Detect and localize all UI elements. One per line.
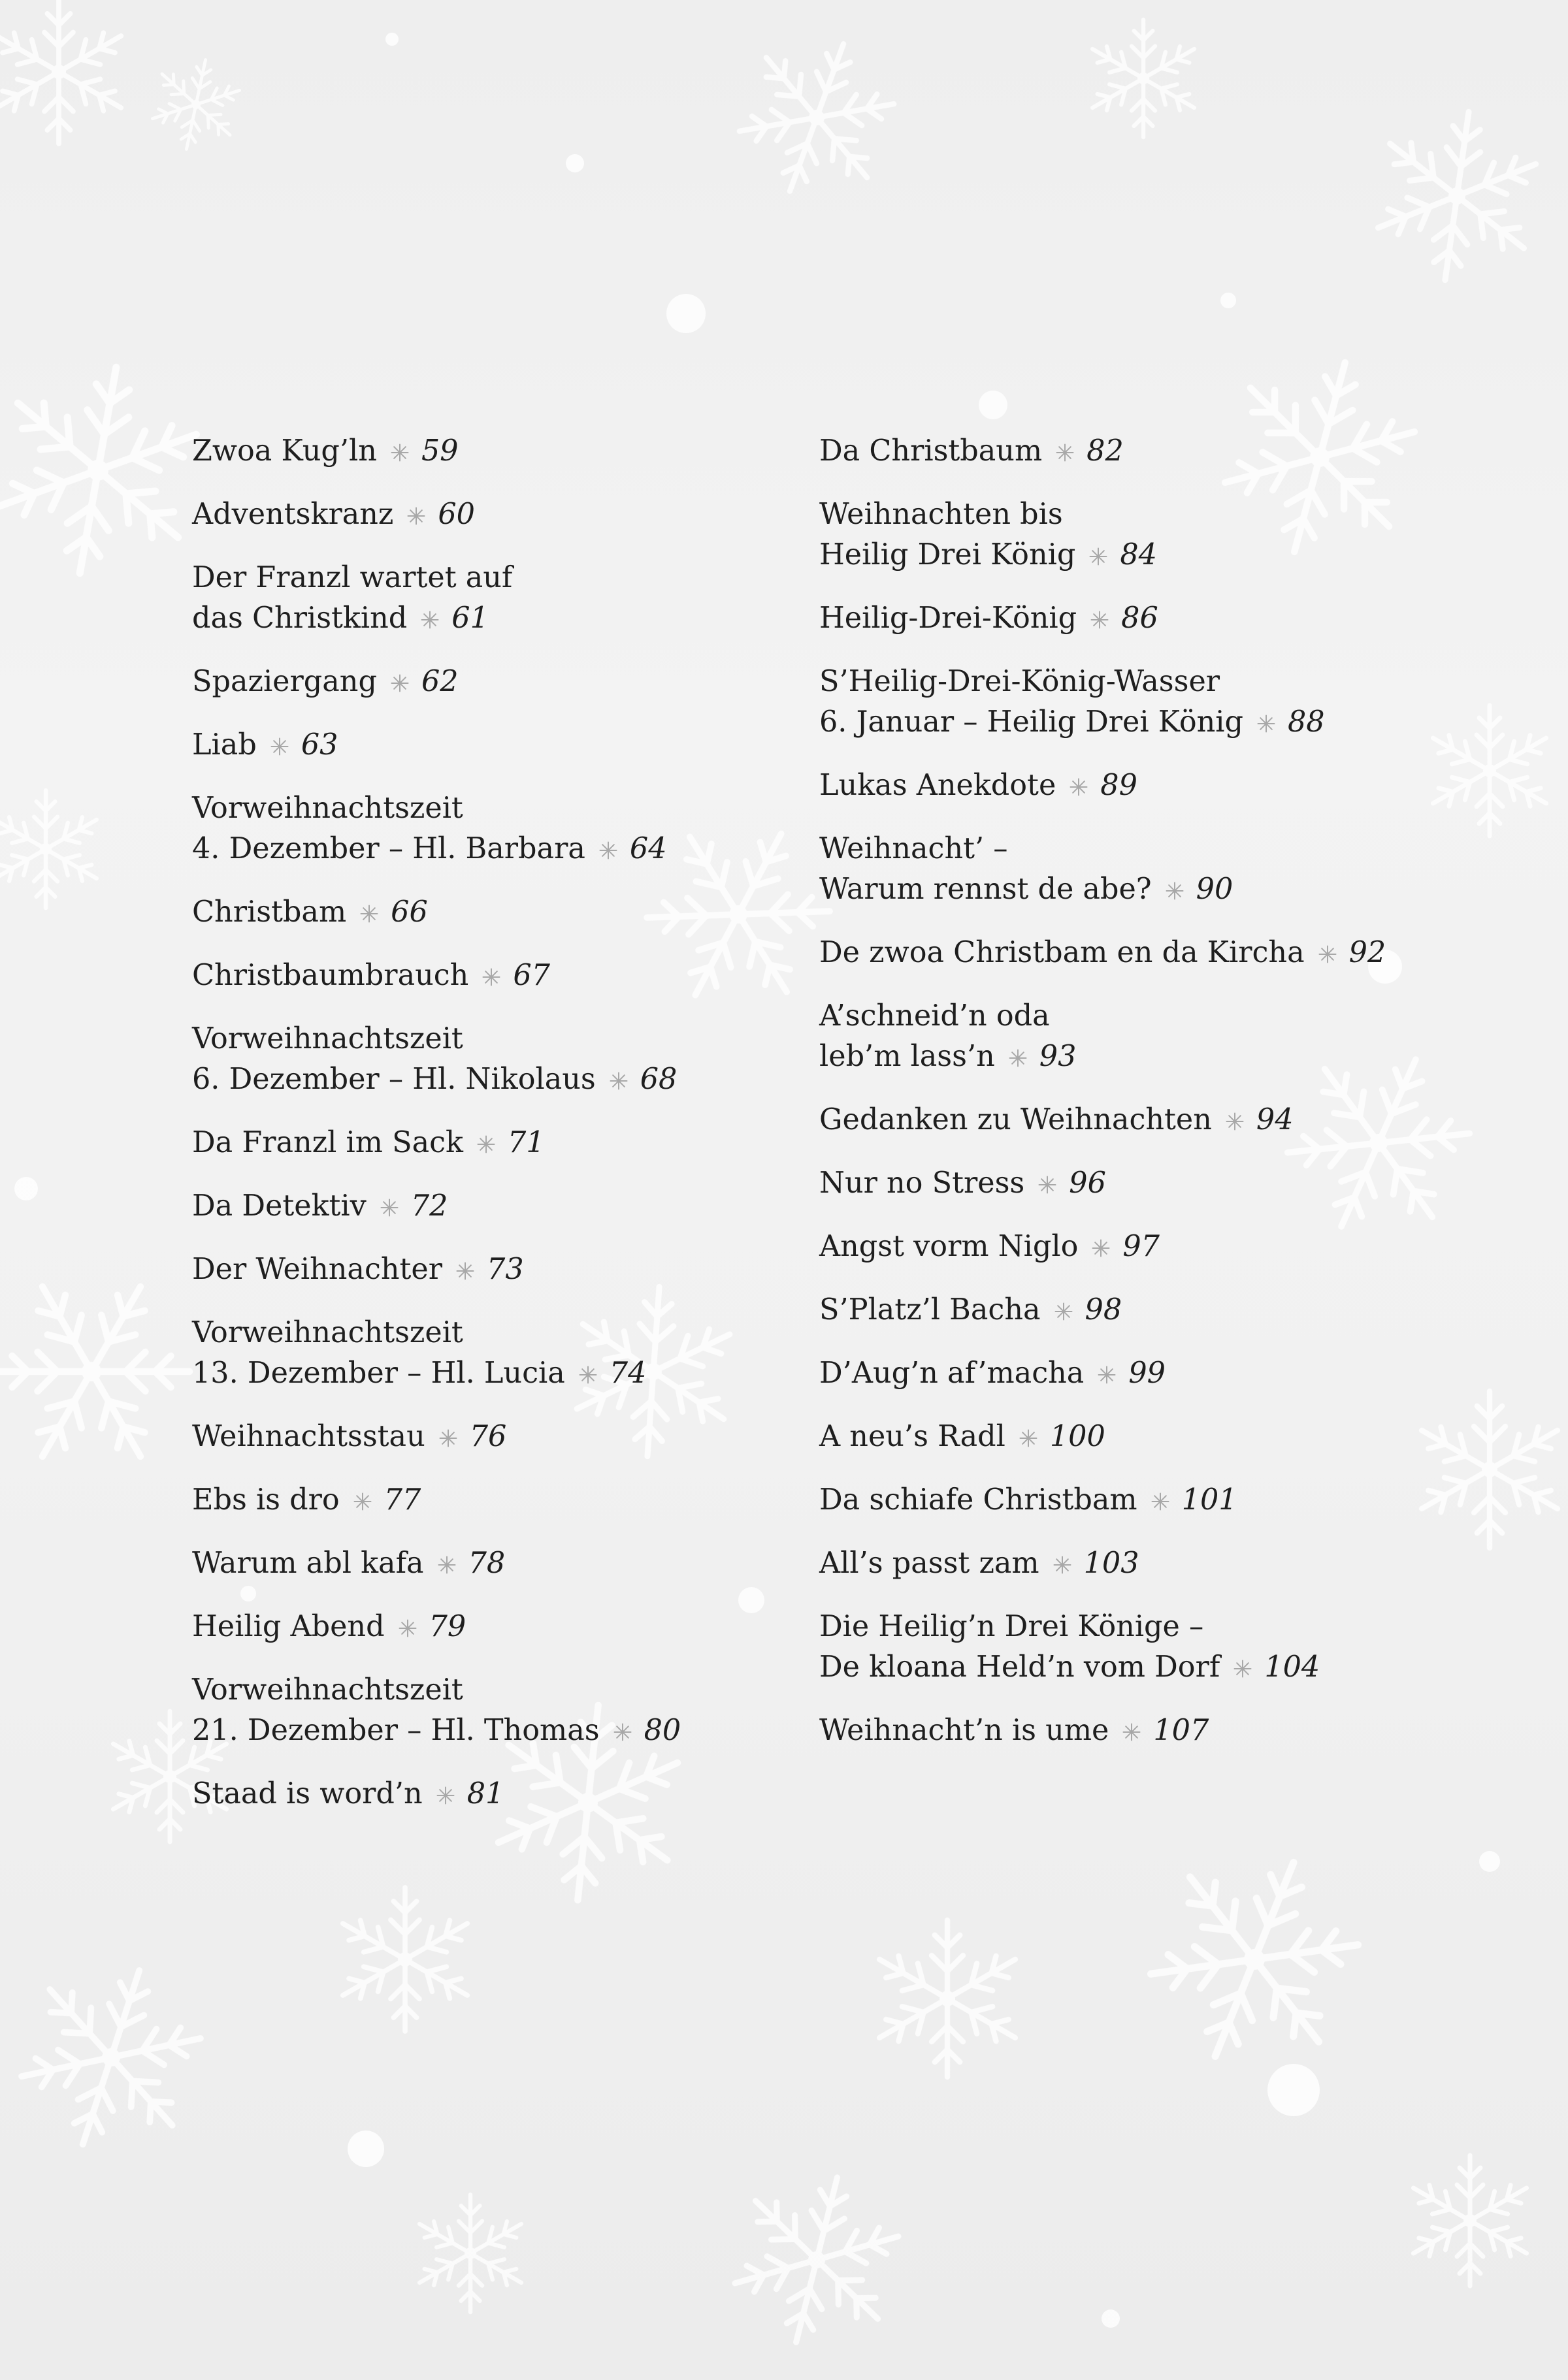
toc-entry (192, 1019, 806, 1100)
snowflake-icon (1069, 777, 1088, 797)
toc-page-number: 61 (451, 602, 489, 635)
toc-entry-title: Christbam 66 (192, 895, 428, 929)
toc-entry (192, 788, 806, 869)
toc-entry-title: A’schneid’n oda (819, 999, 1050, 1033)
toc-entry (192, 1670, 806, 1751)
snowflake-icon (613, 1722, 632, 1742)
snowflake-icon (476, 1134, 496, 1154)
toc-entry-title: Da schiafe Christbam 101 (819, 1483, 1237, 1517)
snowflake-icon (1054, 1302, 1073, 1321)
snowflake-icon (1122, 1722, 1141, 1742)
snowflake-icon (1151, 1492, 1170, 1511)
snowflake-icon (1019, 1428, 1038, 1448)
toc-entry (819, 1711, 1433, 1751)
toc-entry (192, 1543, 806, 1584)
toc-page-number: 107 (1153, 1714, 1209, 1747)
toc-page-number: 73 (487, 1253, 524, 1286)
snowflake-icon (1008, 1048, 1028, 1068)
toc-entry-title: S’Heilig-Drei-König-Wasser (819, 665, 1220, 698)
toc-entry-title: Weihnacht’ – (819, 832, 1008, 865)
snowflake-icon (437, 1555, 457, 1575)
toc-page-number: 62 (421, 665, 459, 698)
snowflake-icon (609, 1071, 629, 1091)
toc-right-column (819, 431, 1433, 1774)
toc-page-number: 80 (644, 1714, 681, 1747)
toc-entry (192, 956, 806, 996)
snowflake-icon (398, 1618, 417, 1638)
toc-entry (192, 1417, 806, 1457)
snowflake-icon (482, 967, 501, 987)
toc-entry-title: Der Franzl wartet auf (192, 561, 513, 594)
toc-entry-title: 13. Dezember – Hl. Lucia 74 (192, 1357, 647, 1390)
toc-entry-title: Da Detektiv 72 (192, 1189, 448, 1223)
toc-entry (819, 1163, 1433, 1204)
snowflake-icon (436, 1786, 455, 1805)
snowflake-icon (1055, 443, 1075, 462)
snowflake-icon (1053, 1555, 1072, 1575)
toc-entry-title: Vorweihnachtszeit (192, 1022, 463, 1055)
toc-entry-title: Christbaumbrauch 67 (192, 959, 550, 992)
snowflake-icon (353, 1492, 372, 1511)
toc-entry (819, 933, 1433, 973)
toc-entry (819, 1290, 1433, 1330)
snowflake-icon (438, 1428, 458, 1448)
toc-entry-title: Warum rennst de abe? 90 (819, 873, 1233, 906)
toc-page-number: 72 (410, 1189, 448, 1223)
toc-entry (192, 1313, 806, 1394)
snowflake-icon (1165, 881, 1184, 901)
toc-entry-title: Gedanken zu Weihnachten 94 (819, 1103, 1294, 1136)
toc-entry (192, 1123, 806, 1163)
toc-entry-title: Adventskranz 60 (192, 498, 475, 531)
toc-entry (192, 1249, 806, 1290)
toc-entry-title: Heilig Drei König 84 (819, 538, 1157, 571)
toc-entry-title: Der Weihnachter 73 (192, 1253, 524, 1286)
toc-page-number: 60 (438, 498, 475, 531)
snowflake-icon (390, 443, 410, 462)
snowflake-icon (455, 1261, 475, 1281)
toc-entry-title: 6. Januar – Heilig Drei König 88 (819, 705, 1325, 739)
toc-entry (819, 996, 1433, 1077)
toc-entry-title: Spaziergang 62 (192, 665, 459, 698)
toc-entry (192, 494, 806, 535)
toc-page-number: 82 (1086, 434, 1124, 468)
snowflake-icon (359, 904, 379, 924)
snowflake-icon (1256, 714, 1276, 733)
toc-page-number: 90 (1196, 873, 1233, 906)
toc-page-number: 96 (1069, 1166, 1106, 1200)
toc-page-number: 89 (1100, 769, 1137, 802)
toc-entry-title: Staad is word’n 81 (192, 1777, 504, 1810)
snowflake-icon (1318, 944, 1337, 964)
toc-entry (819, 1543, 1433, 1584)
toc-entry (819, 598, 1433, 639)
toc-entry-title: De kloana Held’n vom Dorf 104 (819, 1650, 1320, 1684)
toc-page-number: 100 (1049, 1420, 1105, 1453)
snowflake-icon (1097, 1365, 1117, 1385)
toc-entry-title: Vorweihnachtszeit (192, 792, 463, 825)
toc-left-column (192, 431, 806, 1837)
toc-entry-title: Weihnacht’n is ume 107 (819, 1714, 1209, 1747)
toc-entry-title: Nur no Stress 96 (819, 1166, 1106, 1200)
snowflake-icon (1088, 547, 1108, 566)
toc-page-number: 104 (1264, 1650, 1320, 1684)
toc-entry (819, 494, 1433, 575)
toc-entry (819, 1480, 1433, 1520)
toc-entry (192, 662, 806, 702)
toc-entry-title: 4. Dezember – Hl. Barbara 64 (192, 832, 667, 865)
toc-entry-title: Heilig Abend 79 (192, 1610, 466, 1643)
toc-entry (192, 558, 806, 639)
toc-entry-title: Zwoa Kug’ln 59 (192, 434, 459, 468)
toc-page-number: 93 (1039, 1040, 1077, 1073)
toc-entry (192, 1774, 806, 1814)
toc-entry-title: De zwoa Christbam en da Kircha 92 (819, 936, 1386, 969)
toc-entry (819, 765, 1433, 806)
toc-page-number: 66 (391, 895, 428, 929)
snowflake-icon (1233, 1659, 1252, 1679)
toc-entry-title: 21. Dezember – Hl. Thomas 80 (192, 1714, 681, 1747)
toc-entry (192, 725, 806, 765)
snowflake-icon (1090, 610, 1109, 630)
toc-page-number: 97 (1122, 1230, 1160, 1263)
snowflake-icon (1037, 1175, 1057, 1195)
toc-page-number: 64 (629, 832, 667, 865)
toc-page-number: 63 (301, 728, 338, 762)
toc-entry-title: Da Franzl im Sack 71 (192, 1126, 545, 1159)
toc-page-number: 68 (640, 1063, 678, 1096)
toc-entry-title: D’Aug’n af’macha 99 (819, 1357, 1166, 1390)
toc-page-number: 86 (1121, 602, 1158, 635)
toc-entry-title: Lukas Anekdote 89 (819, 769, 1137, 802)
toc-entry-title: Vorweihnachtszeit (192, 1316, 463, 1349)
toc-page-number: 59 (421, 434, 459, 468)
toc-page-number: 84 (1120, 538, 1157, 571)
toc-entry (192, 892, 806, 933)
toc-page-number: 74 (609, 1357, 647, 1390)
snowflake-icon (406, 506, 426, 526)
snowflake-icon (420, 610, 440, 630)
toc-page-number: 78 (468, 1547, 506, 1580)
toc-entry-title: 6. Dezember – Hl. Nikolaus 68 (192, 1063, 678, 1096)
toc-page-number: 67 (513, 959, 550, 992)
toc-entry-title: Warum abl kafa 78 (192, 1547, 506, 1580)
toc-entry (819, 662, 1433, 743)
toc-page-number: 94 (1256, 1103, 1294, 1136)
toc-entry-title: leb’m lass’n 93 (819, 1040, 1077, 1073)
toc-page-number: 92 (1348, 936, 1386, 969)
toc-entry-title: Angst vorm Niglo 97 (819, 1230, 1160, 1263)
toc-page-number: 101 (1181, 1483, 1237, 1517)
snowflake-icon (578, 1365, 598, 1385)
toc-page-number: 81 (466, 1777, 504, 1810)
toc-entry (819, 1607, 1433, 1688)
toc-entry-title: Da Christbaum 82 (819, 434, 1124, 468)
toc-page-number: 71 (508, 1126, 545, 1159)
snowflake-icon (1225, 1112, 1245, 1131)
toc-entry (819, 1227, 1433, 1267)
toc-entry-title: Weihnachtsstau 76 (192, 1420, 507, 1453)
toc-entry (192, 431, 806, 472)
toc-entry-title: S’Platz’l Bacha 98 (819, 1293, 1122, 1327)
snowflake-icon (598, 841, 618, 860)
snowflake-icon (390, 673, 410, 693)
toc-entry-title: Weihnachten bis (819, 498, 1063, 531)
toc-entry (819, 1353, 1433, 1394)
toc-entry (192, 1480, 806, 1520)
toc-entry-title: All’s passt zam 103 (819, 1547, 1139, 1580)
toc-entry (819, 829, 1433, 910)
toc-entry-title: das Christkind 61 (192, 602, 489, 635)
toc-page-number: 79 (429, 1610, 466, 1643)
toc-entry (192, 1186, 806, 1227)
toc-page-number: 88 (1288, 705, 1325, 739)
toc-entry-title: Heilig-Drei-König 86 (819, 602, 1158, 635)
toc-entry (192, 1607, 806, 1647)
toc-entry-title: A neu’s Radl 100 (819, 1420, 1105, 1453)
snowflake-icon (270, 737, 289, 756)
toc-entry-title: Die Heilig’n Drei Könige – (819, 1610, 1204, 1643)
toc-entry-title: Ebs is dro 77 (192, 1483, 421, 1517)
toc-entry-title: Liab 63 (192, 728, 338, 762)
toc-page-number: 98 (1085, 1293, 1122, 1327)
toc-page-number: 103 (1083, 1547, 1139, 1580)
toc-page-number: 76 (469, 1420, 507, 1453)
toc-entry (819, 1417, 1433, 1457)
snowflake-icon (380, 1198, 399, 1217)
toc-entry-title: Vorweihnachtszeit (192, 1673, 463, 1707)
toc-page-number: 99 (1128, 1357, 1166, 1390)
toc-page-number: 77 (384, 1483, 421, 1517)
toc-entry (819, 1100, 1433, 1140)
toc-entry (819, 431, 1433, 472)
snowflake-icon (1091, 1238, 1111, 1258)
